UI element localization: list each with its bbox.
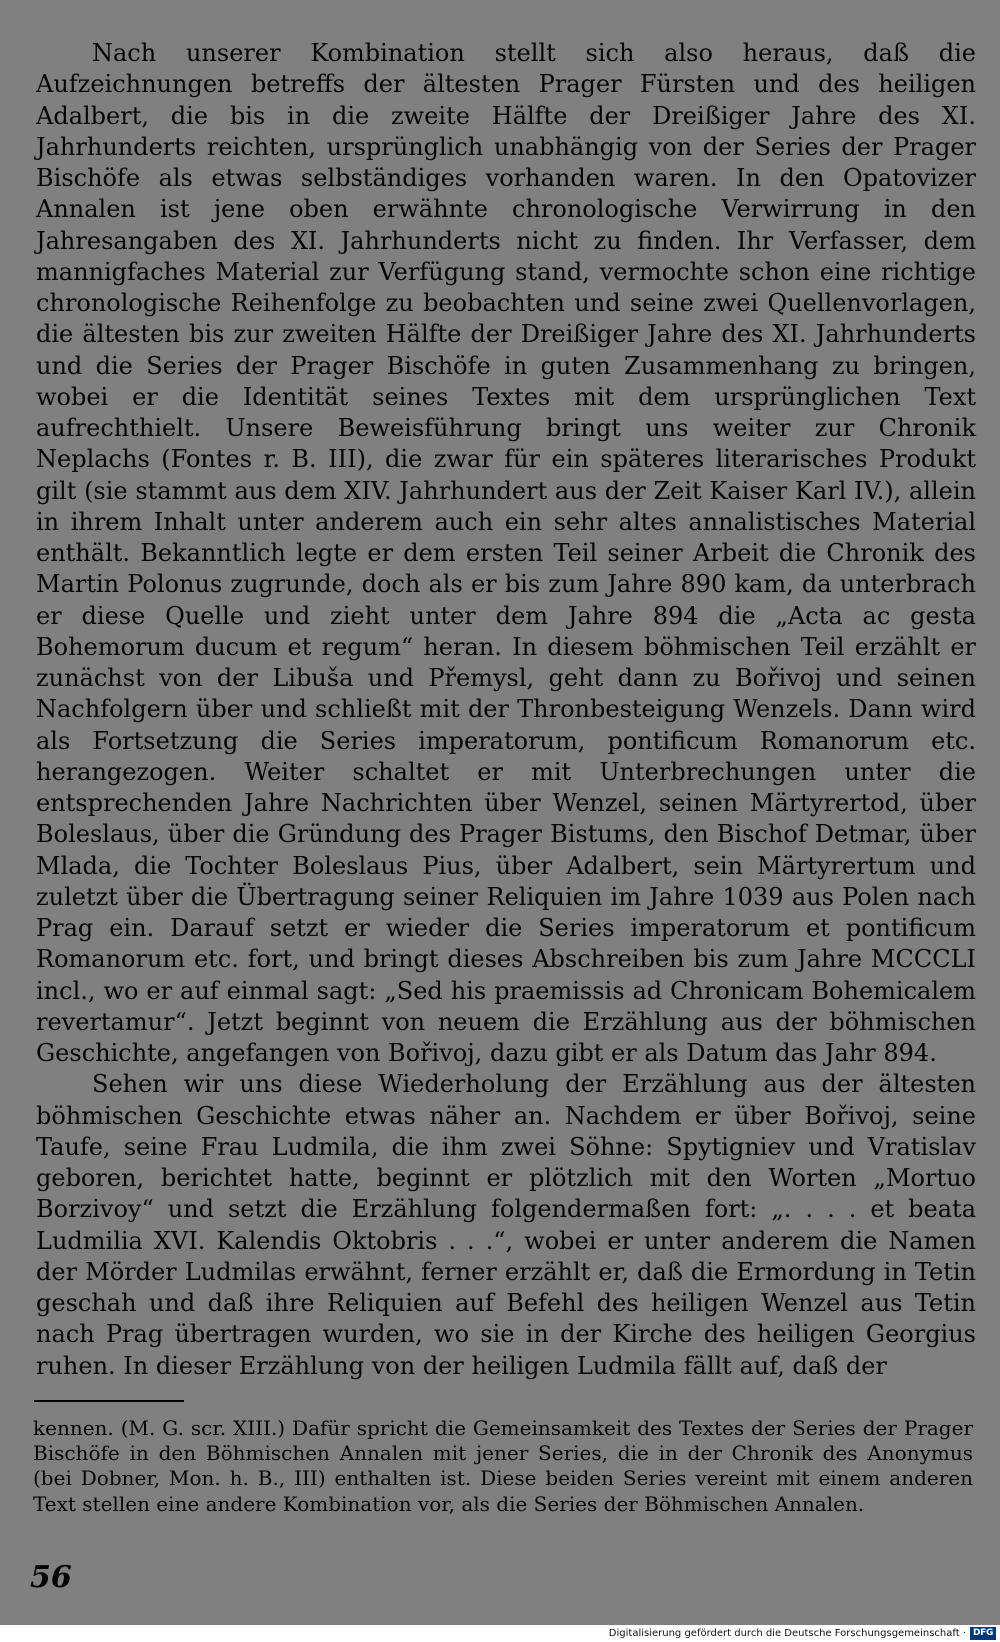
paragraph-1: Nach unserer Kombination stellt sich also heraus, daß die Aufzeichnungen betreffs der ältesten Prager Fürsten und des heiligen Adalbert, die bis in die zweite Hälfte der Dreißiger Jahre des XI. Jahrhunderts reichten, ursprünglich unabhängig von der Series der Prager Bischöfe als etwas selbständiges vorhanden waren. In den Opatovizer Annalen ist jene oben erwähnte chronologische Verwirrung in den Jahresangaben des XI. Jahrhunderts nicht zu finden. Ihr Verfasser, dem mannigfaches Material zur Verfügung stand, vermochte schon eine richtige chronologische Reihenfolge zu beobachten und seine zwei Quellenvorlagen, die ältesten bis zur zweiten Hälfte der Dreißiger Jahre des XI. Jahrhunderts und die Series der Prager Bischöfe in guten Zusammenhang zu bringen, wobei er die Identität seines Textes mit dem ursprünglichen Text aufrechthielt. Unsere Beweisführung bringt uns weiter zur Chronik Neplachs (Fontes r. B. III), die zwar für ein späteres literarisches Produkt gilt (sie stammt aus dem XIV. Jahrhundert aus der Zeit Kaiser Karl IV.), allein in ihrem Inhalt unter anderem auch ein sehr altes annalistisches Material enthält. Bekanntlich legte er dem ersten Teil seiner Arbeit die Chronik des Martin Polonus zugrunde, doch als er bis zum Jahre 890 kam, da unterbrach er diese Quelle und zieht unter dem Jahre 894 die „Acta ac gesta Bohemorum ducum et regum“ heran. In diesem böhmischen Teil erzählt er zunächst von der Libuša und Přemysl, geht dann zu Bořivoj und seinen Nachfolgern über und schließt mit der Thronbesteigung Wenzels. Dann wird als Fortsetzung die Series imperatorum, pontificum Romanorum etc. herangezogen. Weiter schaltet er mit Unterbrechungen unter die entsprechenden Jahre Nachrichten über Wenzel, seinen Märtyrertod, über Boleslaus, über die Gründung des Prager Bistums, den Bischof Detmar, über Mlada, die Tochter Boleslaus Pius, über Adalbert, sein Märtyrertum und zuletzt über die Übertragung seiner Reliquien im Jahre 1039 aus Polen nach Prag ein. Darauf setzt er wieder die Series imperatorum et pontificum Romanorum etc. fort, und bringt dieses Abschreiben bis zum Jahre MCCCLI incl., wo er auf einmal sagt: „Sed his praemissis ad Chronicam Bohemicalem revertamur“. Jetzt beginnt von neuem die Erzählung aus der böhmischen Geschichte, angefangen von Bořivoj, dazu gibt er als Datum das Jahr 894. [36,39,976,1067]
footnote-divider [34,1400,184,1402]
funding-footer [0,1625,1000,1642]
paragraph-2: Sehen wir uns diese Wiederholung der Erzählung aus der ältesten böhmischen Geschichte etwas näher an. Nachdem er über Bořivoj, seine Taufe, seine Frau Ludmila, die ihm zwei Söhne: Spytigniev und Vratislav geboren, berichtet hatte, beginnt er plötzlich mit den Worten „Mortuo Borzivoy“ und setzt die Erzählung folgendermaßen fort: „. . . . et beata Ludmilia XVI. Kalendis Oktobris . . .“, wobei er unter anderem die Namen der Mörder Ludmilas erwähnt, ferner erzählt er, daß die Ermordung in Tetin geschah und daß ihre Reliquien auf Befehl des heiligen Wenzel aus Tetin nach Prag übertragen wurden, wo sie in der Kirche des heiligen Georgius ruhen. In dieser Erzählung von der heiligen Ludmila fällt auf, daß der [36,1070,976,1380]
main-text [36,38,976,1382]
footnote: kennen. (M. G. scr. XIII.) Dafür spricht die Gemeinsamkeit des Textes der Series der Prager Bischöfe in den Böhmischen Annalen mit jener Series, die in der Chronik des Anonymus (bei Dobner, Mon. h. B., III) enthalten ist. Diese beiden Series vereint mit einem anderen Text stellen eine andere Kombination vor, als die Series der Böhmischen Annalen. [33,1416,973,1516]
funding-note: Digitalisierung gefördert durch die Deutsche Forschungsgemeinschaft · [608,1628,966,1639]
dfg-logo-icon: DFG [970,1627,996,1640]
page-number: 56 [30,1560,72,1595]
